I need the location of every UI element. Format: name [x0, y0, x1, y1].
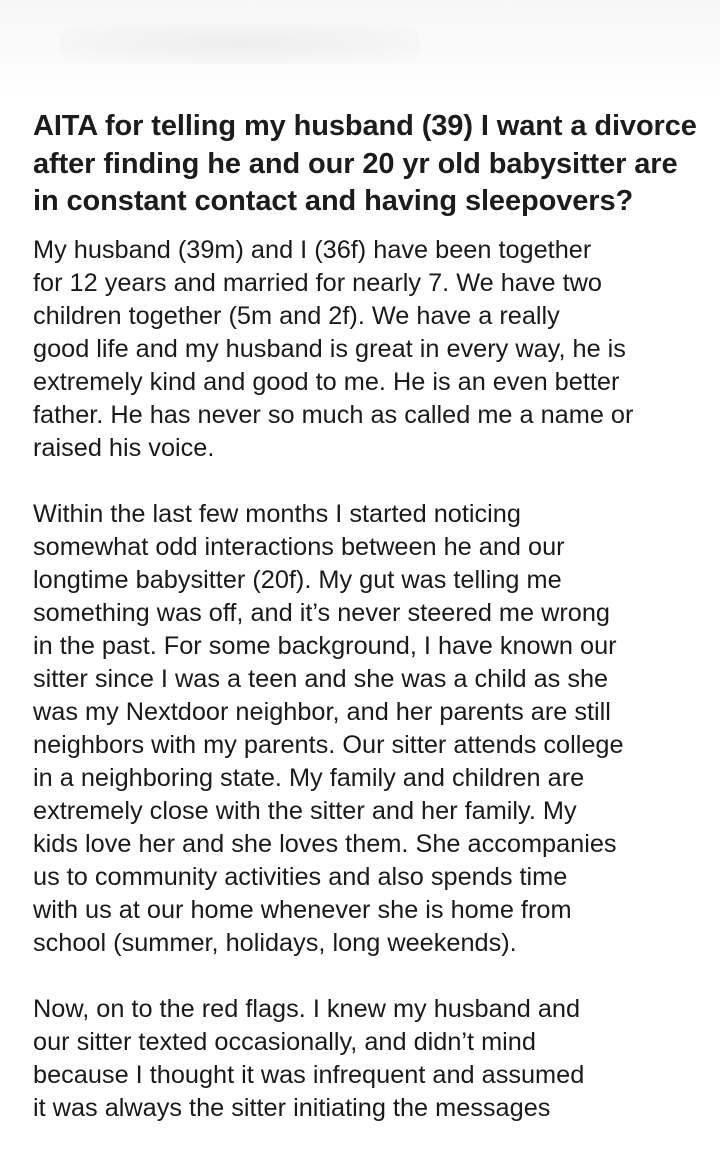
faded-header-area: [0, 0, 720, 100]
post-content: [33, 108, 703, 1158]
post-paragraph-1: My husband (39m) and I (36f) have been together for 12 years and married for nearly 7. We have two children together (5m and 2f). We have a really good life and my husband is great in every way, he is extremely kind and good to me. He is an even better father. He has never so much as called me a name or raised his voice.: [33, 235, 634, 462]
post-title: AITA for telling my husband (39) I want a divorce after finding he and our 20 yr old babysitter are in constant contact and having sleepovers?: [33, 110, 697, 217]
post-body[interactable]: [33, 234, 703, 1125]
blurred-header-content: [60, 24, 420, 64]
post-paragraph-2: Within the last few months I started noticing somewhat odd interactions between he and our longtime babysitter (20f). My gut was telling me something was off, and it’s never steered me wrong in the past. For some background, I have known our sitter since I was a teen and she was a child as she was my Nextdoor neighbor, and her parents are still neighbors with my parents. Our sitter attends college in a neighboring state. My family and children are extremely close with the sitter and her family. My kids love her and she loves them. She accompanies us to community activities and also spends time with us at our home whenever she is home from school (summer, holidays, long weekends).: [33, 499, 624, 957]
post-paragraph-3: Now, on to the red flags. I knew my husband and our sitter texted occasionally, and didn’t mind because I thought it was infrequent and assumed it was always the sitter initiating the messages: [33, 994, 585, 1122]
